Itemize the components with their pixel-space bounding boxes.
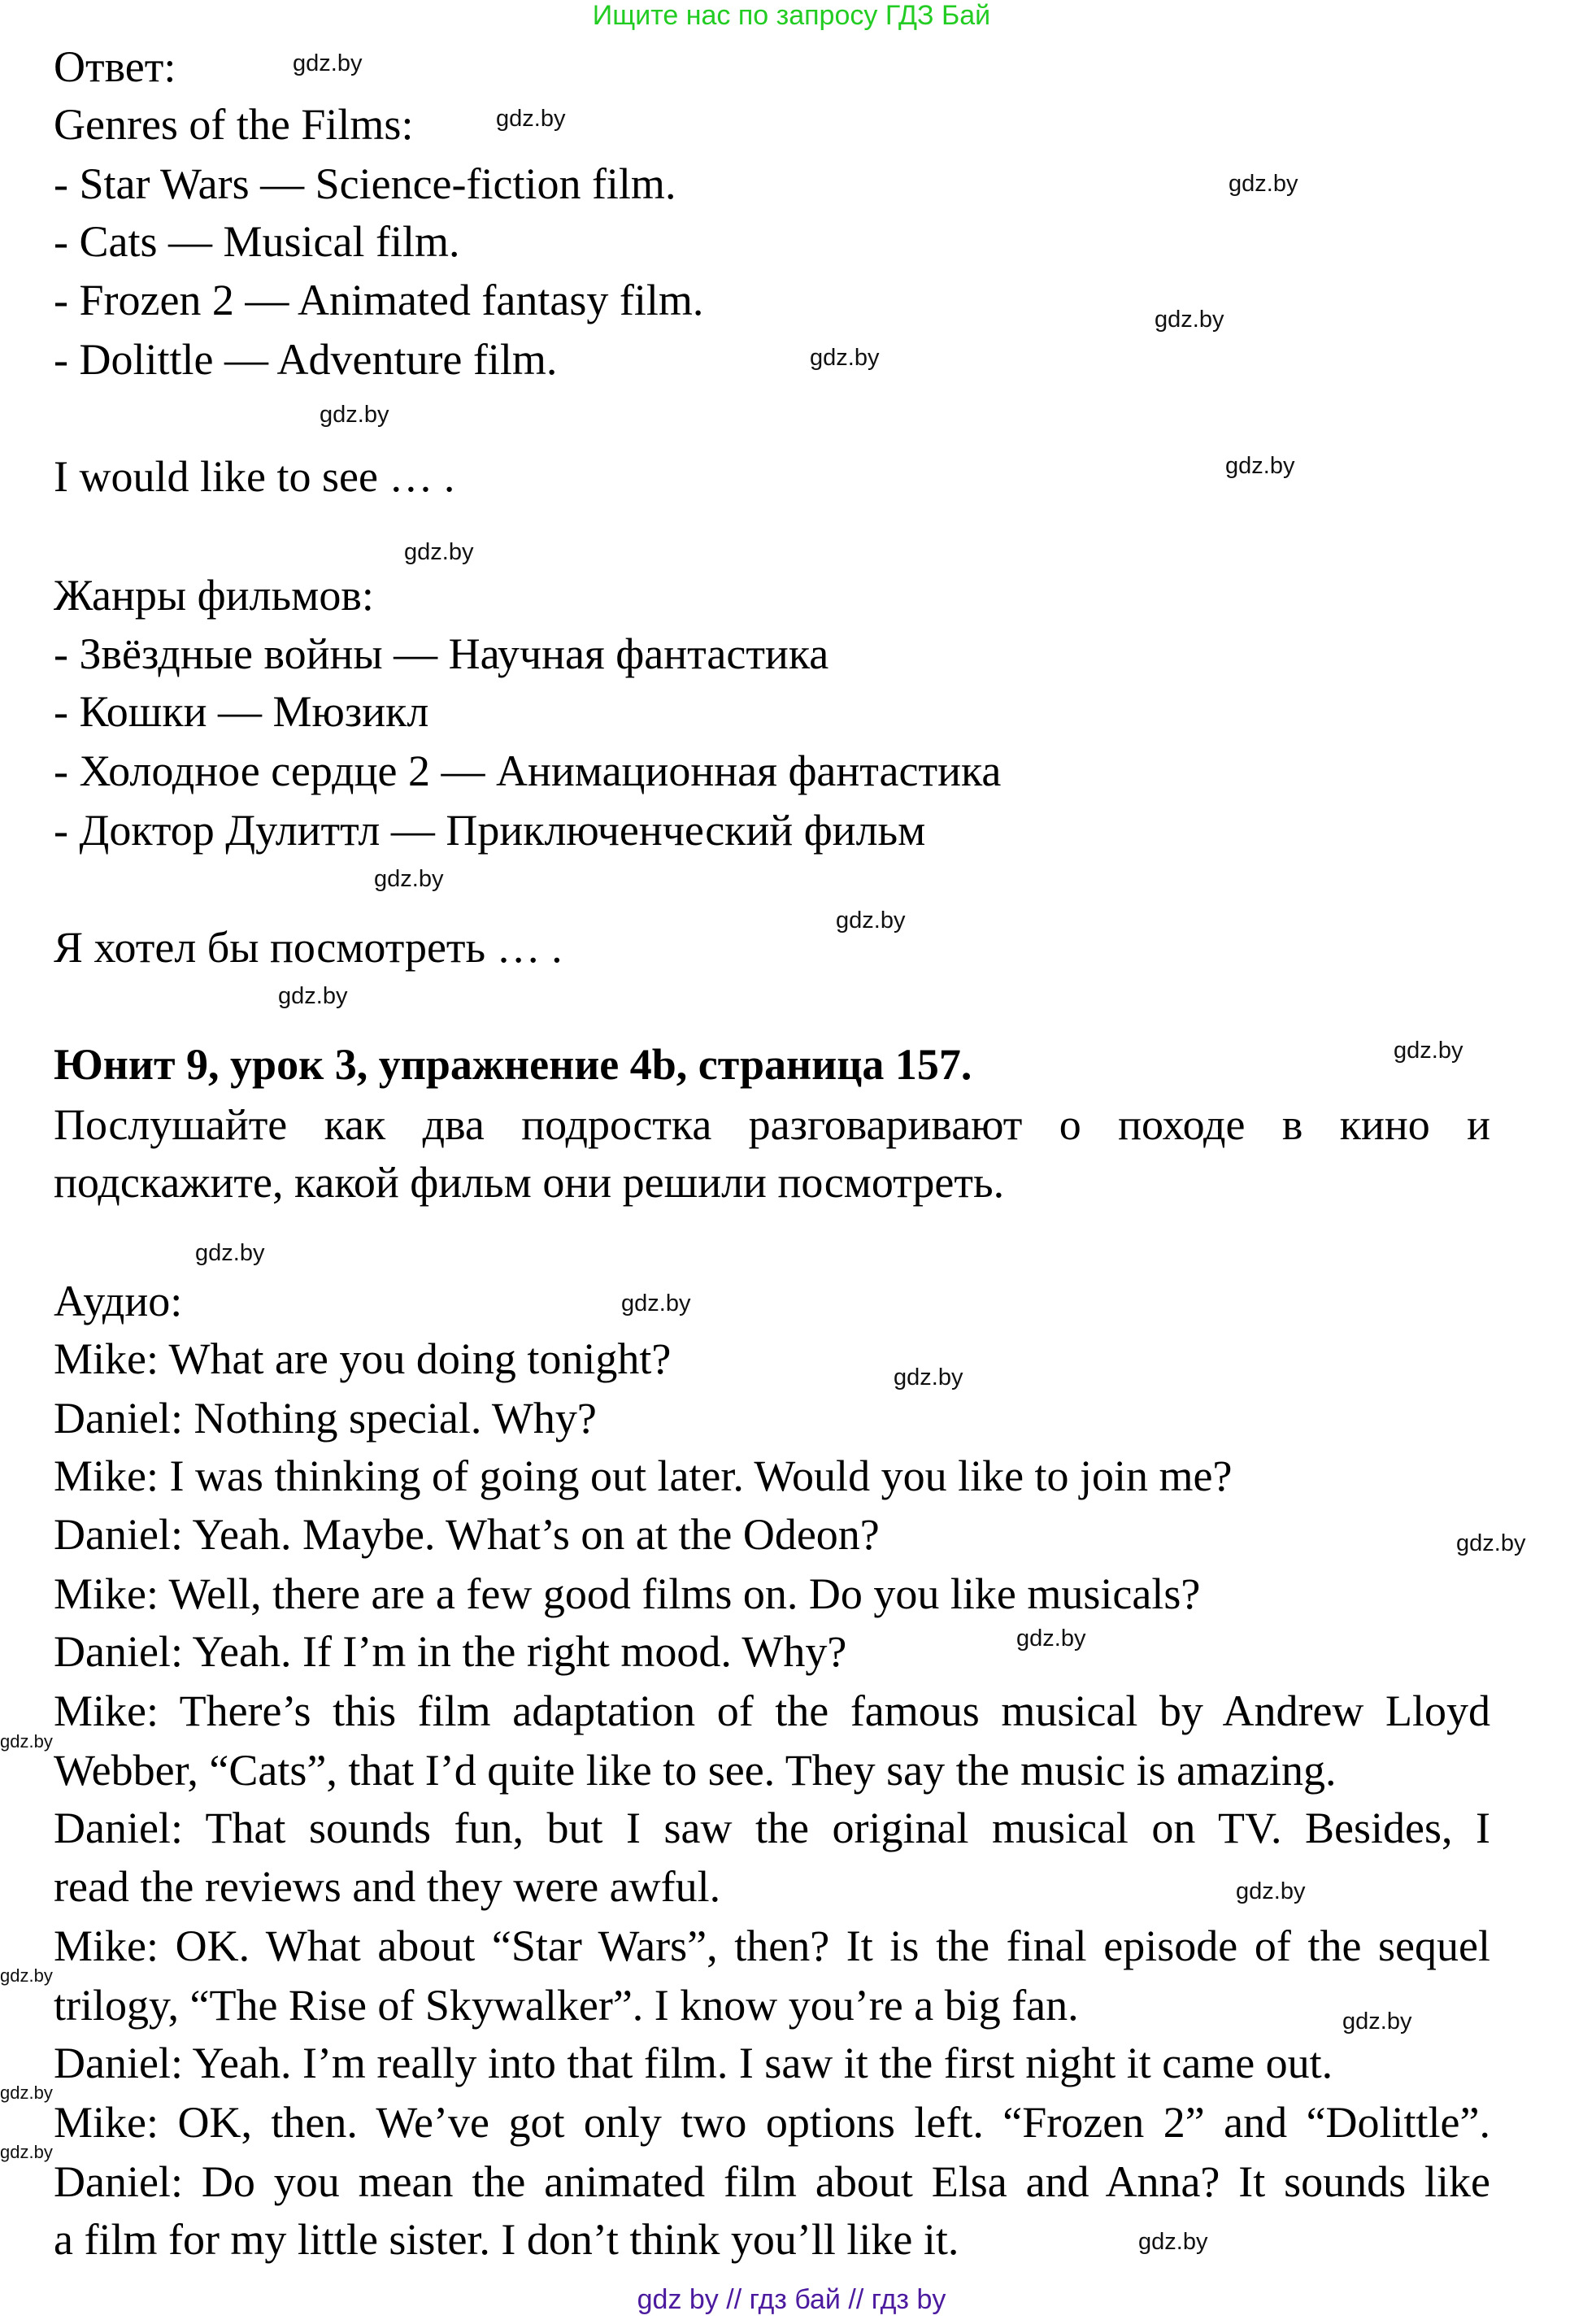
watermark: gdz.by [1456,1530,1526,1556]
watermark: gdz.by [1342,2008,1412,2035]
dialogue-line: Daniel: Yeah. I’m really into that film. I saw it the first night it came out. [54,2039,1333,2087]
dialogue-line: read the reviews and they were awful. [54,1862,721,1911]
watermark: gdz.by [0,2142,53,2162]
genre-ru-item: - Кошки — Мюзикл [54,687,429,736]
watermark: gdz.by [195,1240,265,1266]
watermark: gdz.by [278,983,348,1009]
dialogue-line: Daniel: Do you mean the animated film about Elsa and Anna? It sounds like [54,2157,1490,2206]
dialogue-line: Mike: There’s this film adaptation of the famous musical by Andrew Lloyd [54,1686,1490,1735]
dialogue-line: Mike: What are you doing tonight? [54,1334,672,1383]
watermark: gdz.by [0,1731,53,1752]
watermark: gdz.by [1016,1625,1086,1652]
watermark: gdz.by [836,907,906,934]
watermark: gdz.by [374,866,444,892]
dialogue-line: Webber, “Cats”, that I’d quite like to see. They say the music is amazing. [54,1746,1337,1795]
genre-ru-item: - Холодное сердце 2 — Анимационная фантастика [54,746,1002,795]
dialogue-line: Mike: I was thinking of going out later. Would you like to join me? [54,1451,1233,1500]
would-like-text: I would like to see … . [54,452,455,501]
genre-ru-item: - Доктор Дулиттл — Приключенческий фильм [54,806,926,855]
genre-ru-item: - Звёздные войны — Научная фантастика [54,629,829,678]
watermark: gdz.by [1236,1878,1306,1904]
watermark: gdz.by [404,539,474,565]
watermark: gdz.by [1225,453,1295,479]
dialogue-line: Daniel: That sounds fun, but I saw the original musical on TV. Besides, I [54,1804,1490,1852]
watermark: gdz.by [1138,2229,1208,2255]
watermark: gdz.by [320,402,389,428]
audio-label: Аудио: [54,1277,183,1325]
watermark: gdz.by [1229,171,1298,197]
exercise-title: Юнит 9, урок 3, упражнение 4b, страница 157. [54,1040,972,1089]
genres-title: Genres of the Films: [54,100,414,149]
watermark: gdz.by [1394,1038,1463,1064]
watermark: gdz.by [293,50,363,76]
genre-item: - Star Wars — Science-fiction film. [54,159,676,208]
would-like-ru-text: Я хотел бы посмотреть … . [54,923,563,972]
site-header-banner[interactable]: Ищите нас по запросу ГДЗ Бай [592,0,991,31]
dialogue-line: Mike: OK. What about “Star Wars”, then? It is the final episode of the sequel [54,1921,1490,1970]
dialogue-line: trilogy, “The Rise of Skywalker”. I know you’re a big fan. [54,1981,1079,2030]
genre-item: - Cats — Musical film. [54,217,460,266]
answer-label: Ответ: [54,42,176,91]
watermark: gdz.by [0,2082,53,2103]
task-line: Послушайте как два подростка разговаривают о походе в кино и [54,1100,1490,1149]
genre-item: - Dolittle — Adventure film. [54,335,558,384]
watermark: gdz.by [496,106,566,132]
dialogue-line: Daniel: Yeah. If I’m in the right mood. Why? [54,1627,847,1676]
genre-item: - Frozen 2 — Animated fantasy film. [54,276,704,324]
watermark: gdz.by [1155,307,1224,333]
task-line: подскажите, какой фильм они решили посмотреть. [54,1158,1005,1207]
dialogue-line: Mike: Well, there are a few good films on. Do you like musicals? [54,1569,1201,1618]
dialogue-line: a film for my little sister. I don’t think you’ll like it. [54,2215,959,2264]
footer-links[interactable]: gdz by // гдз бай // гдз by [637,2284,946,2315]
dialogue-line: Daniel: Nothing special. Why? [54,1394,597,1443]
dialogue-line: Mike: OK, then. We’ve got only two options left. “Frozen 2” and “Dolittle”. [54,2098,1490,2147]
watermark: gdz.by [810,345,880,371]
watermark: gdz.by [621,1290,691,1316]
watermark: gdz.by [894,1364,963,1390]
dialogue-line: Daniel: Yeah. Maybe. What’s on at the Odeon? [54,1510,880,1559]
watermark: gdz.by [0,1965,53,1986]
genres-ru-title: Жанры фильмов: [54,571,374,620]
